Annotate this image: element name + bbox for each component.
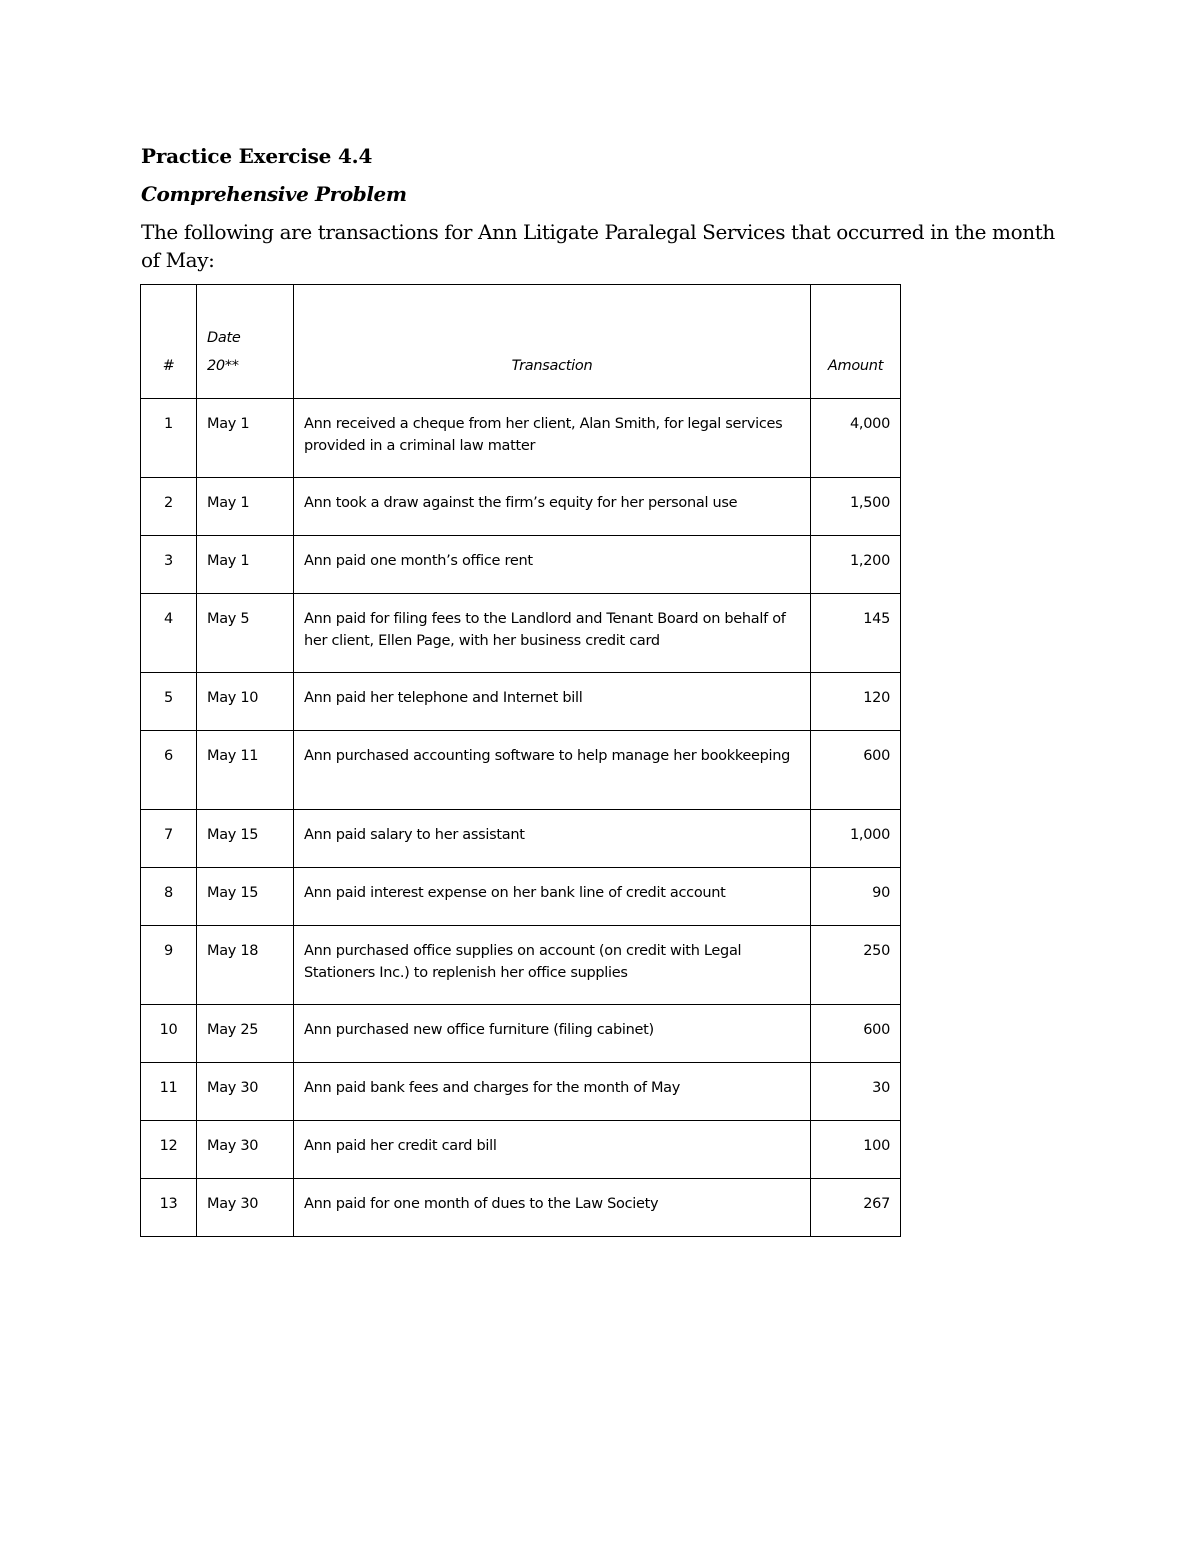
table-row	[141, 673, 901, 731]
row-number: 8	[141, 868, 197, 926]
row-date: May 1	[197, 536, 294, 594]
row-date: May 18	[197, 926, 294, 1005]
row-amount: 600	[811, 731, 901, 810]
row-transaction: Ann paid bank fees and charges for the month of May	[294, 1063, 811, 1121]
row-transaction: Ann purchased accounting software to help manage her bookkeeping	[294, 731, 811, 810]
table-row	[141, 926, 901, 1005]
row-amount: 1,500	[811, 478, 901, 536]
row-amount: 30	[811, 1063, 901, 1121]
row-amount: 120	[811, 673, 901, 731]
row-date: May 15	[197, 810, 294, 868]
row-date: May 10	[197, 673, 294, 731]
transactions-table	[140, 284, 901, 1237]
row-number: 9	[141, 926, 197, 1005]
table-row	[141, 1005, 901, 1063]
table-row	[141, 868, 901, 926]
row-amount: 250	[811, 926, 901, 1005]
row-date: May 30	[197, 1063, 294, 1121]
row-date: May 11	[197, 731, 294, 810]
table-row	[141, 536, 901, 594]
row-number: 11	[141, 1063, 197, 1121]
header-amount: Amount	[811, 285, 901, 399]
row-number: 10	[141, 1005, 197, 1063]
table-row	[141, 810, 901, 868]
row-transaction: Ann paid her credit card bill	[294, 1121, 811, 1179]
row-number: 3	[141, 536, 197, 594]
table-row	[141, 1121, 901, 1179]
row-date: May 1	[197, 478, 294, 536]
row-transaction: Ann paid one month’s office rent	[294, 536, 811, 594]
table-row	[141, 731, 901, 810]
row-number: 2	[141, 478, 197, 536]
row-amount: 1,000	[811, 810, 901, 868]
row-date: May 5	[197, 594, 294, 673]
header-number: #	[141, 285, 197, 399]
row-date: May 1	[197, 399, 294, 478]
table-row	[141, 1063, 901, 1121]
table-row	[141, 399, 901, 478]
table-row	[141, 478, 901, 536]
row-amount: 267	[811, 1179, 901, 1237]
page-title: Practice Exercise 4.4	[141, 144, 373, 168]
row-transaction: Ann paid interest expense on her bank line of credit account	[294, 868, 811, 926]
row-transaction: Ann paid her telephone and Internet bill	[294, 673, 811, 731]
row-transaction: Ann paid for filing fees to the Landlord and Tenant Board on behalf of her client, Ellen Page, with her business credit card	[294, 594, 811, 673]
row-amount: 4,000	[811, 399, 901, 478]
row-number: 7	[141, 810, 197, 868]
row-amount: 1,200	[811, 536, 901, 594]
row-transaction: Ann purchased new office furniture (filing cabinet)	[294, 1005, 811, 1063]
row-amount: 600	[811, 1005, 901, 1063]
row-date: May 15	[197, 868, 294, 926]
row-number: 5	[141, 673, 197, 731]
header-date-year: 20**	[207, 358, 239, 374]
row-number: 6	[141, 731, 197, 810]
row-amount: 100	[811, 1121, 901, 1179]
header-transaction: Transaction	[294, 285, 811, 399]
row-transaction: Ann took a draw against the firm’s equity for her personal use	[294, 478, 811, 536]
row-number: 1	[141, 399, 197, 478]
row-date: May 30	[197, 1179, 294, 1237]
row-number: 4	[141, 594, 197, 673]
table-header-row	[141, 285, 901, 399]
page-subtitle: Comprehensive Problem	[141, 182, 407, 206]
row-number: 12	[141, 1121, 197, 1179]
header-date-label: Date	[207, 330, 241, 346]
row-transaction: Ann received a cheque from her client, Alan Smith, for legal services provided in a criminal law matter	[294, 399, 811, 478]
table-row	[141, 594, 901, 673]
row-transaction: Ann purchased office supplies on account (on credit with Legal Stationers Inc.) to replenish her office supplies	[294, 926, 811, 1005]
row-transaction: Ann paid for one month of dues to the Law Society	[294, 1179, 811, 1237]
row-date: May 30	[197, 1121, 294, 1179]
header-date	[197, 285, 294, 399]
row-date: May 25	[197, 1005, 294, 1063]
table-row	[141, 1179, 901, 1237]
row-number: 13	[141, 1179, 197, 1237]
intro-paragraph: The following are transactions for Ann Litigate Paralegal Services that occurred in the month of May:	[141, 220, 1055, 272]
row-amount: 145	[811, 594, 901, 673]
row-transaction: Ann paid salary to her assistant	[294, 810, 811, 868]
row-amount: 90	[811, 868, 901, 926]
